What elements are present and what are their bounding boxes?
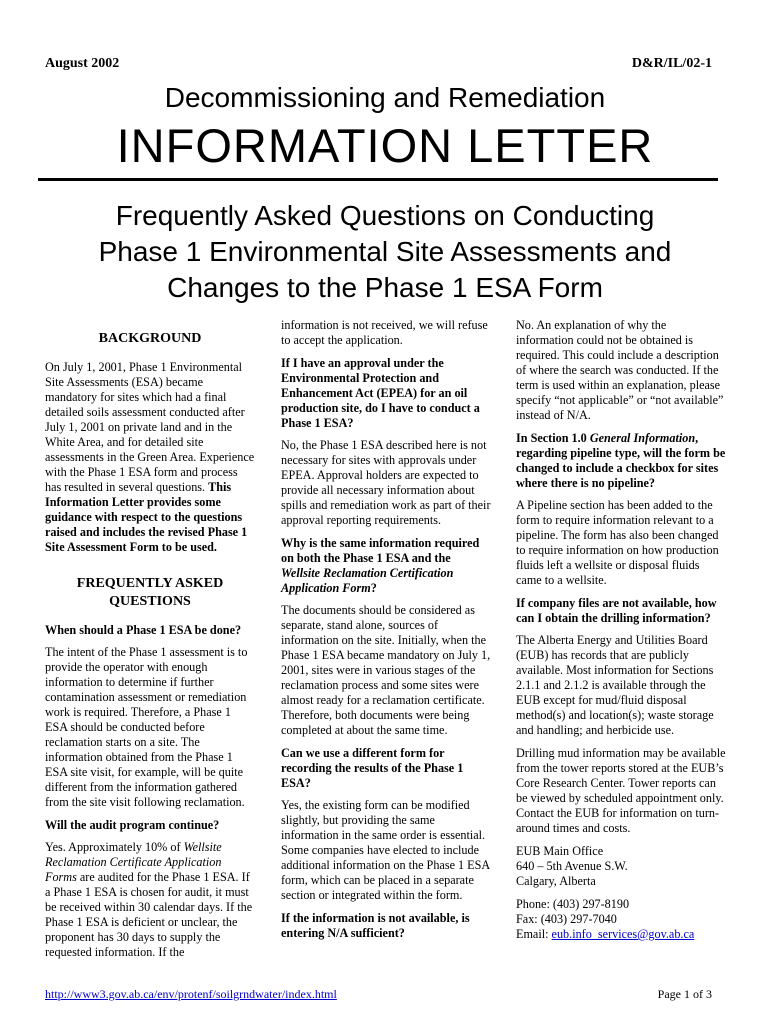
heading-line: Frequently Asked Questions on Conducting: [115, 200, 655, 231]
question-1: When should a Phase 1 ESA be done?: [45, 623, 242, 637]
address-block: [516, 844, 726, 889]
fax-number: Fax: (403) 297-7040: [516, 912, 617, 926]
contact-block: [516, 897, 726, 942]
question-4-end: ?: [370, 581, 377, 595]
faq-heading: FREQUENTLY ASKED QUESTIONS: [76, 576, 224, 609]
heading-line: Changes to the Phase 1 ESA Form: [167, 272, 603, 303]
document-title: INFORMATION LETTER: [116, 119, 654, 172]
question-7-text: In Section 1.0: [516, 431, 590, 445]
phone-number: Phone: (403) 297-8190: [516, 897, 630, 911]
background-heading: BACKGROUND: [98, 331, 202, 346]
answer-7: A Pipeline section has been added to the form to require information relevant to a pipeline. The form has also been changed to require information on how production fluids left a wellsite or disposal fluids came to a wellsite.: [516, 498, 719, 587]
background-bold-text: This Information Letter provides some guidance with respect to the questions raised and includes the revised Phase 1 Site Assessment Form to be used.: [45, 480, 248, 554]
address-line: EUB Main Office: [516, 844, 604, 858]
answer-2-text-cont: are audited for the Phase 1 ESA. If a Phase 1 ESA is chosen for audit, it must be received within 30 calendar days. If the Phase 1 ESA is deficient or unclear, the proponent has 30 days to supply the requested information. If the: [45, 870, 253, 959]
footer-url-link[interactable]: http://www3.gov.ab.ca/env/protenf/soilgrndwater/index.html: [45, 987, 337, 1001]
answer-2-form-name: Wellsite Reclamation Certificate Application Forms: [45, 840, 222, 884]
question-3: If I have an approval under the Environmental Protection and Enhancement Act (EPEA) for an oil production site, do I have to conduct a Phase 1 ESA?: [281, 356, 480, 430]
column-3: [516, 318, 726, 942]
document-code: D&R/IL/02-1: [631, 56, 712, 71]
answer-2-continued: information is not received, we will refuse to accept the application.: [281, 318, 488, 347]
background-text: On July 1, 2001, Phase 1 Environmental Site Assessments (ESA) became mandatory for sites which had a final detailed soils assessment conducted after July 1, 2001 on private land and in the White Area, and for detailed site assessments in the Green Area. Experience with the Phase 1 ESA form and process has resulted in several questions.: [45, 360, 255, 494]
page-number: Page 1 of 3: [657, 987, 712, 1001]
email-line: [516, 927, 726, 942]
background-paragraph: [45, 360, 255, 555]
answer-9: Drilling mud information may be available from the tower reports stored at the EUB’s Core Research Center. Tower reports can be viewed by scheduled appointment only. Contact the EUB for information on turn-around times and costs.: [516, 746, 726, 835]
answer-1: The intent of the Phase 1 assessment is to provide the operator with enough information to determine if further contamination assessment or remediation work is required. Therefore, a Phase 1 ESA should be conducted before reclamation starts on a site. The information obtained from the Phase 1 ESA site visit, for example, will be quite different from the information gathered from the site visit following reclamation.: [45, 645, 248, 809]
answer-2-text: Yes. Approximately 10% of: [45, 840, 184, 854]
answer-5: Yes, the existing form can be modified slightly, but providing the same information in the same order is essential. Some companies have elected to include additional information on the Phase 1 ESA form, which can be placed in a separate section or integrated within the form.: [281, 798, 490, 902]
question-4-form-name: Wellsite Reclamation Certification Application Form: [281, 566, 454, 595]
email-link[interactable]: eub.info_services@gov.ab.ca: [551, 927, 695, 941]
question-2: Will the audit program continue?: [45, 818, 220, 832]
answer-8: The Alberta Energy and Utilities Board (EUB) has records that are publicly available. Most information for Sections 2.1.1 and 2.1.2 is available through the EUB except for mud/fluid disposal method(s) and location(s); waste storage and handling; and herbicide use.: [516, 633, 714, 737]
document-subtitle: Decommissioning and Remediation: [164, 82, 606, 113]
title-divider: [38, 178, 718, 181]
answer-2: [45, 840, 255, 960]
question-7-text-cont: , regarding pipeline type, will the form be changed to include a checkbox for sites where there is no pipeline?: [516, 431, 726, 490]
question-8: If company files are not available, how can I obtain the drilling information?: [516, 596, 717, 625]
letter-heading: [40, 198, 730, 306]
question-4-text: Why is the same information required on both the Phase 1 ESA and the: [281, 536, 480, 565]
answer-4: The documents should be considered as separate, stand alone, sources of information on the site. Initially, when the Phase 1 ESA became mandatory on July 1, 2001, sites were in various stages of the reclamation process and some sites were almost ready for a reclamation certificate. Therefore, both documents were being completed at about the same time.: [281, 603, 491, 737]
question-6: If the information is not available, is entering N/A sufficient?: [281, 911, 470, 940]
column-2: [281, 318, 491, 948]
question-7: [516, 431, 726, 491]
question-7-section-name: General Information: [589, 431, 696, 445]
question-5: Can we use a different form for recording the results of the Phase 1 ESA?: [281, 746, 464, 790]
address-line: 640 – 5th Avenue S.W.: [516, 859, 628, 873]
answer-3: No, the Phase 1 ESA described here is not necessary for sites with approvals under EPEA. Approval holders are expected to provide all necessary information about spills and remediation work as part of their approval reporting requirements.: [281, 438, 491, 527]
column-1: [45, 318, 255, 968]
answer-6: No. An explanation of why the information could not be obtained is required. This could include a description of where the search was conducted. If the term is used within an explanation, please specify “not applicable” or “not available” instead of N/A.: [516, 318, 724, 422]
address-line: Calgary, Alberta: [516, 874, 596, 888]
email-label: Email:: [516, 927, 552, 941]
heading-line: Phase 1 Environmental Site Assessments and: [98, 236, 672, 267]
question-4: [281, 536, 491, 596]
document-date: August 2002: [45, 56, 120, 71]
